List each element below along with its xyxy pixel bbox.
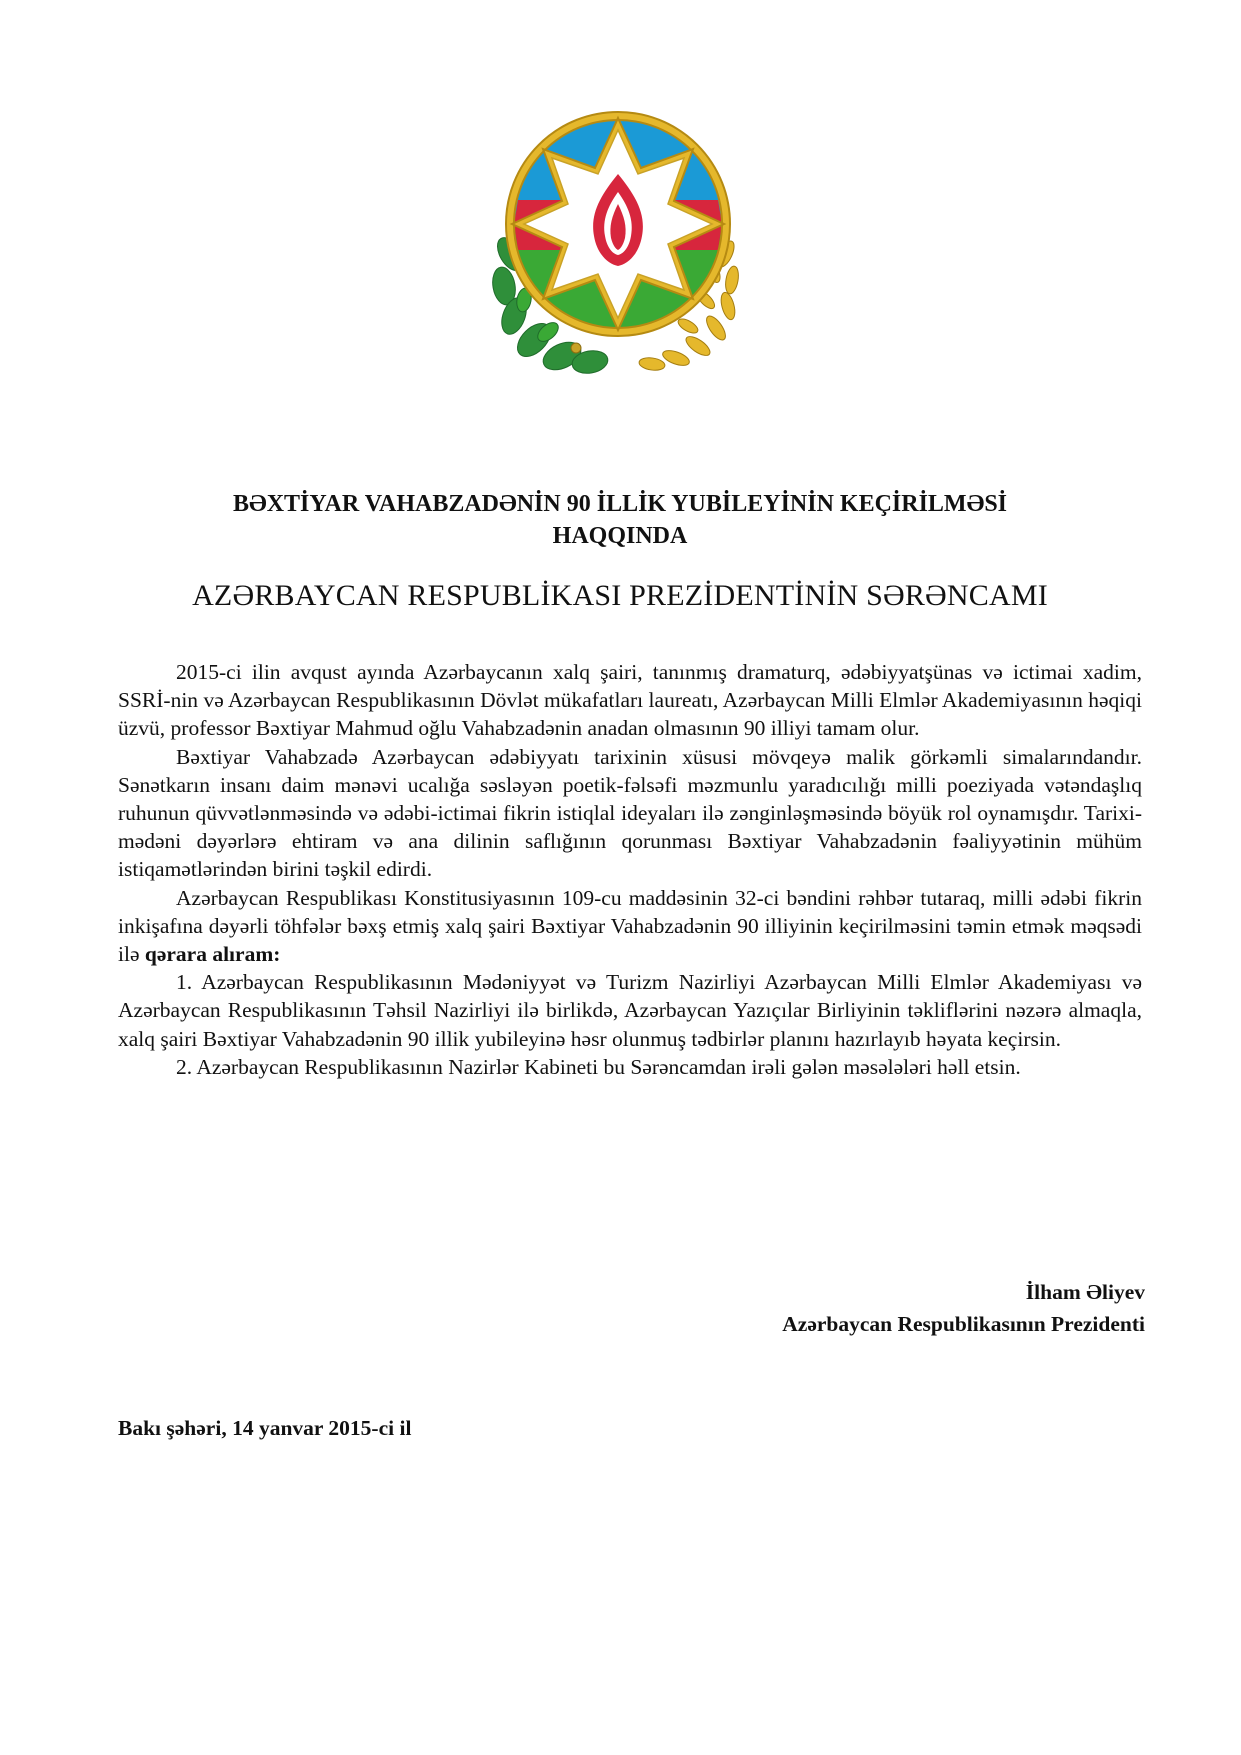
title-line-1: BƏXTİYAR VAHABZADƏNİN 90 İLLİK YUBİLEYİNİN KEÇİRİLMƏSİ [232, 491, 1008, 517]
title-line-2: HAQQINDA [552, 523, 688, 549]
signature-name: İlham Əliyev [1025, 1280, 1145, 1304]
paragraph-3 [118, 884, 1142, 969]
signature-block [782, 1276, 1145, 1340]
coat-of-arms-icon [488, 104, 748, 376]
paragraph-2: Bəxtiyar Vahabzadə Azərbaycan ədəbiyyatı tarixinin xüsusi mövqeyə malik görkəmli simalarındandır. Sənətkarın insanı daim mənəvi ucalığa səsləyən poetik-fəlsəfi məzmunlu yaradıcılığı milli poeziyada vətəndaşlıq ruhunun qüvvətlənməsində və ədəbi-ictimai fikrin istiqlal ideyaları ilə zənginləşməsində böyük rol oynamışdır. Tarixi-mədəni dəyərlərə ehtiram və ana dilinin saflığının qorunması Bəxtiyar Vahabzadənin fəaliyyətinin mühüm istiqamətlərindən birini təşkil edirdi. [118, 744, 1142, 882]
signature-title: Azərbaycan Respublikasının Prezidenti [782, 1312, 1145, 1336]
paragraph-item-2: 2. Azərbaycan Respublikasının Nazirlər Kabineti bu Sərəncamdan irəli gələn məsələləri həll etsin. [176, 1054, 1021, 1079]
paragraph-3-lead: Azərbaycan Respublikası Konstitusiyasının 109-cu maddəsinin 32-ci bəndini rəhbər tutaraq, milli ədəbi fikrin inkişafına dəyərli töhfələr bəxş etmiş xalq şairi Bəxtiyar Vahabzadənin 90 illiyinin keçirilməsini təmin etmək məqsədi ilə [118, 885, 1142, 967]
paragraph-item-1: 1. Azərbaycan Respublikasının Mədəniyyət və Turizm Nazirliyi Azərbaycan Milli Elmlər Akademiyası və Azərbaycan Respublikasının Təhsil Nazirliyi ilə birlikdə, Azərbaycan Yazıçılar Birliyinin təkliflərini nəzərə almaqla, xalq şairi Bəxtiyar Vahabzadənin 90 illik yubileyinə həsr olunmuş tədbirlər planını hazırlayıb həyata keçirsin. [118, 970, 1142, 1051]
document-subtitle: AZƏRBAYCAN RESPUBLİKASI PREZİDENTİNİN SƏRƏNCAMI [192, 579, 1048, 612]
document-title [120, 488, 1120, 552]
decision-phrase: qərara alıram: [144, 942, 281, 967]
place-date: Bakı şəhəri, 14 yanvar 2015-ci il [118, 1416, 412, 1440]
document-body [118, 658, 1142, 1081]
paragraph-1: 2015-ci ilin avqust ayında Azərbaycanın xalq şairi, tanınmış dramaturq, ədəbiyyatşünas və ictimai xadim, SSRİ-nin və Azərbaycan Respublikasının Dövlət mükafatları laureatı, Azərbaycan Milli Elmlər Akademiyasının həqiqi üzvü, professor Bəxtiyar Mahmud oğlu Vahabzadənin anadan olmasının 90 illiyi tamam olur. [118, 660, 1142, 741]
